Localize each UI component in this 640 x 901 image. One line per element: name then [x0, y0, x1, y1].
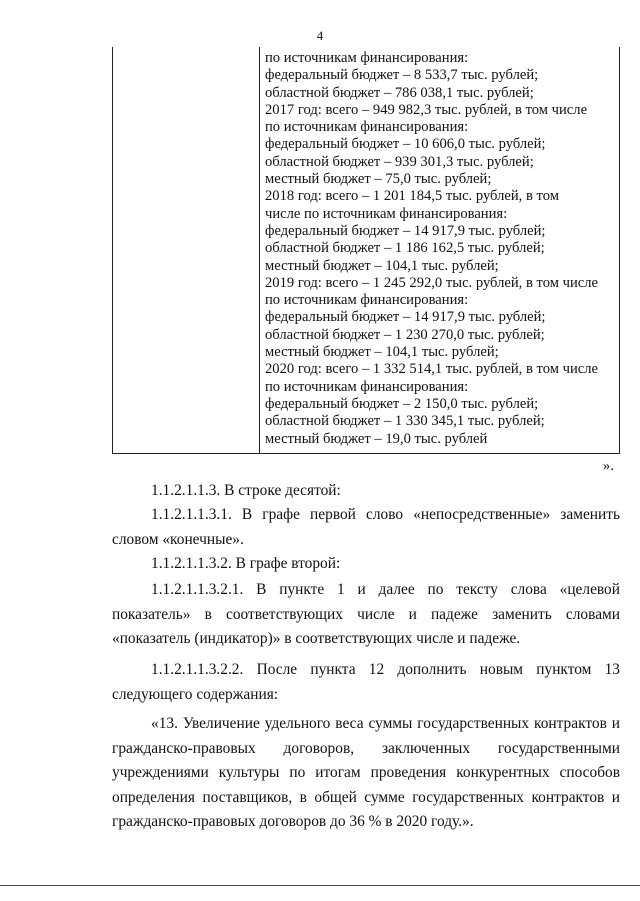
- paragraph-item-one: 1.1.2.1.1.3.2.1. В пункте 1 и далее по тексту слова «целевой показатель» в соответствующих числе и падеже заменить словами «показатель (индикатор)» в соответствующих числе и падеже.: [112, 581, 620, 647]
- paragraph-column-one: 1.1.2.1.1.3.1. В графе первой слово «непосредственные» заменить словом «конечные».: [112, 506, 620, 548]
- financing-line: местный бюджет – 104,1 тыс. рублей;: [265, 257, 499, 274]
- financing-line: федеральный бюджет – 14 917,9 тыс. рублей;: [265, 222, 546, 239]
- paragraph-column-two: 1.1.2.1.1.3.2. В графе второй:: [151, 555, 341, 572]
- closing-quote: ».: [602, 458, 614, 474]
- financing-line: федеральный бюджет – 14 917,9 тыс. рублей;: [265, 309, 546, 326]
- table-column-divider: [259, 47, 260, 453]
- financing-line: федеральный бюджет – 8 533,7 тыс. рублей;: [265, 67, 539, 84]
- financing-line: местный бюджет – 19,0 тыс. рублей: [265, 430, 488, 447]
- financing-line: областной бюджет – 939 301,3 тыс. рублей;: [265, 153, 534, 170]
- financing-line: местный бюджет – 75,0 тыс. рублей;: [265, 171, 492, 188]
- financing-line: числе по источникам финансирования:: [265, 205, 508, 222]
- financing-line: 2017 год: всего – 949 982,3 тыс. рублей, в том числе: [265, 101, 588, 118]
- footer-rule: [0, 885, 640, 886]
- paragraph-item-thirteen: 1.1.2.1.1.3.2.2. После пункта 12 дополнить новым пунктом 13 следующего содержания:: [112, 661, 620, 703]
- table-left-cell: [113, 47, 259, 453]
- financing-line: 2020 год: всего – 1 332 514,1 тыс. рублей, в том числе: [265, 361, 598, 378]
- financing-line: 2019 год: всего – 1 245 292,0 тыс. рублей, в том числе: [265, 274, 598, 291]
- financing-line: областной бюджет – 1 330 345,1 тыс. рублей;: [265, 413, 545, 430]
- financing-line: федеральный бюджет – 2 150,0 тыс. рублей;: [265, 395, 539, 412]
- financing-line: федеральный бюджет – 10 606,0 тыс. рублей;: [265, 136, 546, 153]
- financing-line: по источникам финансирования:: [265, 292, 469, 309]
- financing-line: по источникам финансирования:: [265, 119, 469, 136]
- table-right-cell: [265, 50, 615, 448]
- financing-line: 2018 год: всего – 1 201 184,5 тыс. рублей, в том: [265, 188, 559, 205]
- financing-line: областной бюджет – 786 038,1 тыс. рублей;: [265, 84, 534, 101]
- page-number: 4: [316, 28, 324, 43]
- financing-table: [112, 47, 620, 454]
- paragraph-row-ten: 1.1.2.1.1.3. В строке десятой:: [151, 482, 341, 499]
- financing-line: областной бюджет – 1 230 270,0 тыс. рублей;: [265, 326, 545, 343]
- financing-line: по источникам финансирования:: [265, 50, 469, 66]
- financing-line: областной бюджет – 1 186 162,5 тыс. рублей;: [265, 240, 545, 257]
- financing-line: по источникам финансирования:: [265, 378, 469, 395]
- financing-line: местный бюджет – 104,1 тыс. рублей;: [265, 344, 499, 361]
- paragraph-quoted-item: «13. Увеличение удельного веса суммы государственных контрактов и гражданско-правовых договоров, заключенных государственными учреждениями культуры по итогам проведения конкурентных способов определения поставщиков, в общей сумме государственных контрактов и гражданско-правовых договоров до 36 % в 2020 году.».: [112, 715, 620, 830]
